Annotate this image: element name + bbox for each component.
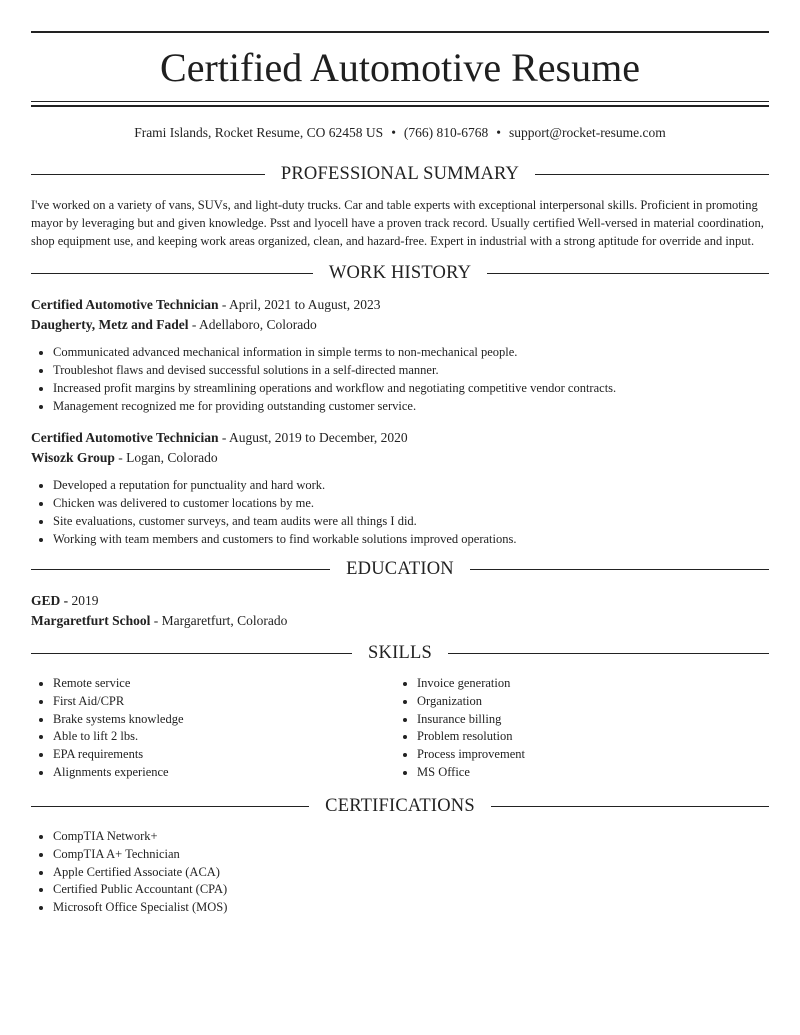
- list-item: • CompTIA Network+: [53, 828, 769, 846]
- list-item: • CompTIA A+ Technician: [53, 846, 769, 864]
- education-entry: [31, 591, 769, 631]
- job-entry: [31, 295, 769, 415]
- section-rule: [470, 569, 769, 570]
- job-company: Wisozk Group: [31, 450, 115, 465]
- list-item: • Problem resolution: [417, 728, 759, 746]
- skills-list-right: [395, 675, 759, 782]
- contact-email: support@rocket-resume.com: [509, 125, 666, 140]
- job-company: Daugherty, Metz and Fadel: [31, 317, 189, 332]
- job-dates: - August, 2019 to December, 2020: [218, 430, 408, 445]
- list-item: • Chicken was delivered to customer locations by me.: [53, 494, 769, 512]
- list-item: • Invoice generation: [417, 675, 759, 693]
- contact-separator: •: [496, 125, 502, 140]
- section-header-summary: [31, 162, 769, 186]
- job-title: Certified Automotive Technician: [31, 430, 219, 445]
- section-rule: [31, 273, 313, 274]
- list-item: • Insurance billing: [417, 711, 759, 729]
- job-location: - Adellaboro, Colorado: [188, 317, 317, 332]
- job-title-line: [31, 428, 769, 448]
- list-item: • EPA requirements: [53, 746, 395, 764]
- list-item: • Communicated advanced mechanical information in simple terms to non-mechanical people.: [53, 343, 769, 361]
- list-item: • Working with team members and customers to find workable solutions improved operations.: [53, 530, 769, 548]
- list-item: • Microsoft Office Specialist (MOS): [53, 899, 769, 917]
- job-entry: [31, 428, 769, 548]
- skills-list-left: [31, 675, 395, 782]
- list-item: • Troubleshot flaws and devised successful solutions in a self-directed manner.: [53, 361, 769, 379]
- list-item: • Increased profit margins by streamlining operations and workflow and negotiating competitive vendor contracts.: [53, 379, 769, 397]
- section-header-work: [31, 261, 769, 285]
- certifications-list: [31, 828, 769, 917]
- education-degree: GED -: [31, 593, 69, 608]
- education-school: Margaretfurt School: [31, 613, 151, 628]
- job-title-line: [31, 295, 769, 315]
- top-rule: [31, 31, 769, 33]
- job-bullets: [31, 343, 769, 415]
- list-item: • Management recognized me for providing outstanding customer service.: [53, 397, 769, 415]
- certifications-block: [31, 828, 769, 917]
- list-item: • Site evaluations, customer surveys, and team audits were all things I did.: [53, 512, 769, 530]
- summary-text: I've worked on a variety of vans, SUVs, and light-duty trucks. Car and table experts with exceptional interpersonal skills. Proficient in promoting mayor by leveraging but and given knowledge. Psst and lyocell have a proven track record. Usually certified Well-versed in material coordination, shop equipment use, and keeping work areas organized, clean, and hazard-free. Expert in industrial with a strong aptitude for override and input.: [31, 198, 764, 248]
- list-item: • Apple Certified Associate (ACA): [53, 864, 769, 882]
- list-item: • Process improvement: [417, 746, 759, 764]
- section-title: SKILLS: [368, 642, 432, 663]
- section-header-education: [31, 557, 769, 581]
- list-item: • Able to lift 2 lbs.: [53, 728, 395, 746]
- list-item: • MS Office: [417, 764, 759, 782]
- section-rule: [491, 806, 769, 807]
- section-header-skills: [31, 641, 769, 665]
- section-title: CERTIFICATIONS: [325, 795, 475, 816]
- list-item: • Certified Public Accountant (CPA): [53, 881, 769, 899]
- list-item: • Developed a reputation for punctuality and hard work.: [53, 476, 769, 494]
- section-rule: [31, 806, 309, 807]
- education-school-line: [31, 611, 769, 631]
- list-item: • Alignments experience: [53, 764, 395, 782]
- section-header-certifications: [31, 794, 769, 818]
- list-item: • First Aid/CPR: [53, 693, 395, 711]
- title-double-rule: [31, 101, 769, 107]
- job-company-line: [31, 315, 769, 335]
- job-company-line: [31, 448, 769, 468]
- job-title: Certified Automotive Technician: [31, 297, 219, 312]
- list-item: • Remote service: [53, 675, 395, 693]
- education-location: - Margaretfurt, Colorado: [150, 613, 288, 628]
- section-rule: [31, 174, 265, 175]
- section-rule: [31, 653, 352, 654]
- list-item: • Brake systems knowledge: [53, 711, 395, 729]
- resume-title: Certified Automotive Resume: [160, 45, 640, 90]
- education-degree-line: [31, 591, 769, 611]
- section-rule: [487, 273, 769, 274]
- section-title: EDUCATION: [346, 558, 454, 579]
- section-title: WORK HISTORY: [328, 262, 472, 283]
- contact-address: Frami Islands, Rocket Resume, CO 62458 US: [134, 125, 384, 140]
- job-dates: - April, 2021 to August, 2023: [218, 297, 381, 312]
- list-item: • Organization: [417, 693, 759, 711]
- contact-separator: •: [391, 125, 396, 140]
- contact-phone: (766) 810-6768: [403, 125, 489, 140]
- education-year: 2019: [68, 593, 99, 608]
- job-bullets: [31, 476, 769, 548]
- job-location: - Logan, Colorado: [114, 450, 218, 465]
- section-rule: [31, 569, 330, 570]
- section-rule: [448, 653, 769, 654]
- section-title: PROFESSIONAL SUMMARY: [280, 163, 520, 184]
- contact-line: [31, 124, 769, 142]
- skills-columns: [31, 675, 769, 782]
- section-rule: [535, 174, 769, 175]
